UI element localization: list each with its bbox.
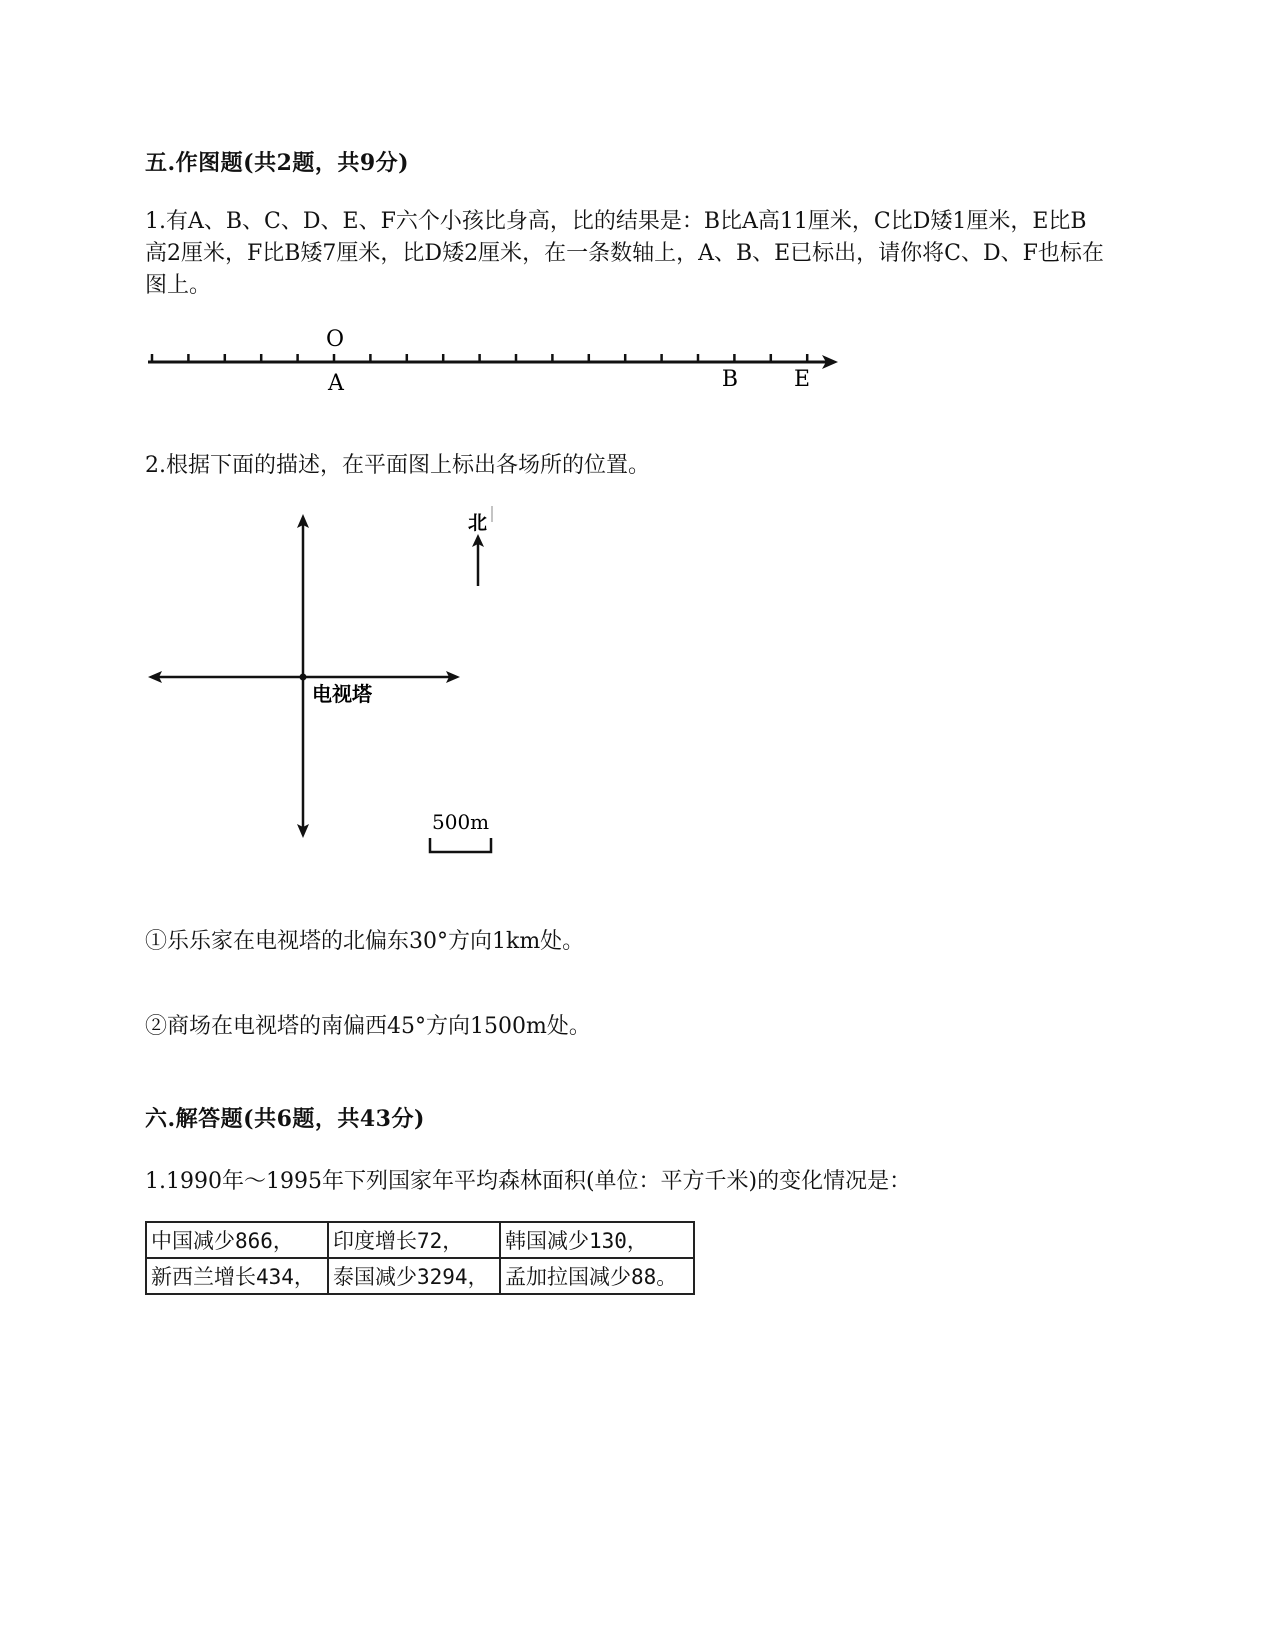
table-cell: 中国减少866，	[146, 1222, 328, 1258]
table-cell: 印度增长72，	[328, 1222, 500, 1258]
scale-bar	[430, 838, 491, 852]
table-row	[146, 1258, 694, 1294]
table-cell: 新西兰增长434，	[146, 1258, 328, 1294]
table-cell: 孟加拉国减少88。	[500, 1258, 694, 1294]
question-2-text: 2.根据下面的描述，在平面图上标出各场所的位置。	[145, 453, 650, 478]
section-six-title: 六.解答题(共6题，共43分)	[145, 1106, 425, 1132]
section-five-title: 五.作图题(共2题，共9分)	[145, 150, 410, 176]
tower-point	[300, 674, 307, 681]
section-six-question-1-text: 1.1990年～1995年下列国家年平均森林面积(单位：平方千米)的变化情况是：	[145, 1169, 912, 1194]
location-item-2: ②商场在电视塔的南偏西45°方向1500m处。	[145, 1014, 591, 1039]
question-1-text: 1.有A、B、C、D、E、F六个小孩比身高，比的结果是：B比A高11厘米，C比D矮1厘米，E比B高2厘米，F比B矮7厘米，比D矮2厘米，在一条数轴上，A、B、E已标出，请你将C、D、F也标在图上。	[145, 209, 1104, 298]
number-line	[140, 322, 850, 402]
north-label: 北	[468, 512, 488, 534]
origin-label: O	[325, 327, 345, 352]
table-cell: 泰国减少3294，	[328, 1258, 500, 1294]
forest-change-table	[145, 1221, 695, 1295]
map-diagram	[140, 500, 520, 870]
location-item-1: ①乐乐家在电视塔的北偏东30°方向1km处。	[145, 929, 585, 954]
scale-label: 500m	[432, 810, 490, 834]
tower-label: 电视塔	[312, 682, 372, 706]
point-e-label: E	[793, 367, 811, 392]
table-row	[146, 1222, 694, 1258]
point-a-label: A	[328, 371, 344, 396]
table-cell: 韩国减少130，	[500, 1222, 694, 1258]
point-b-label: B	[721, 367, 739, 392]
